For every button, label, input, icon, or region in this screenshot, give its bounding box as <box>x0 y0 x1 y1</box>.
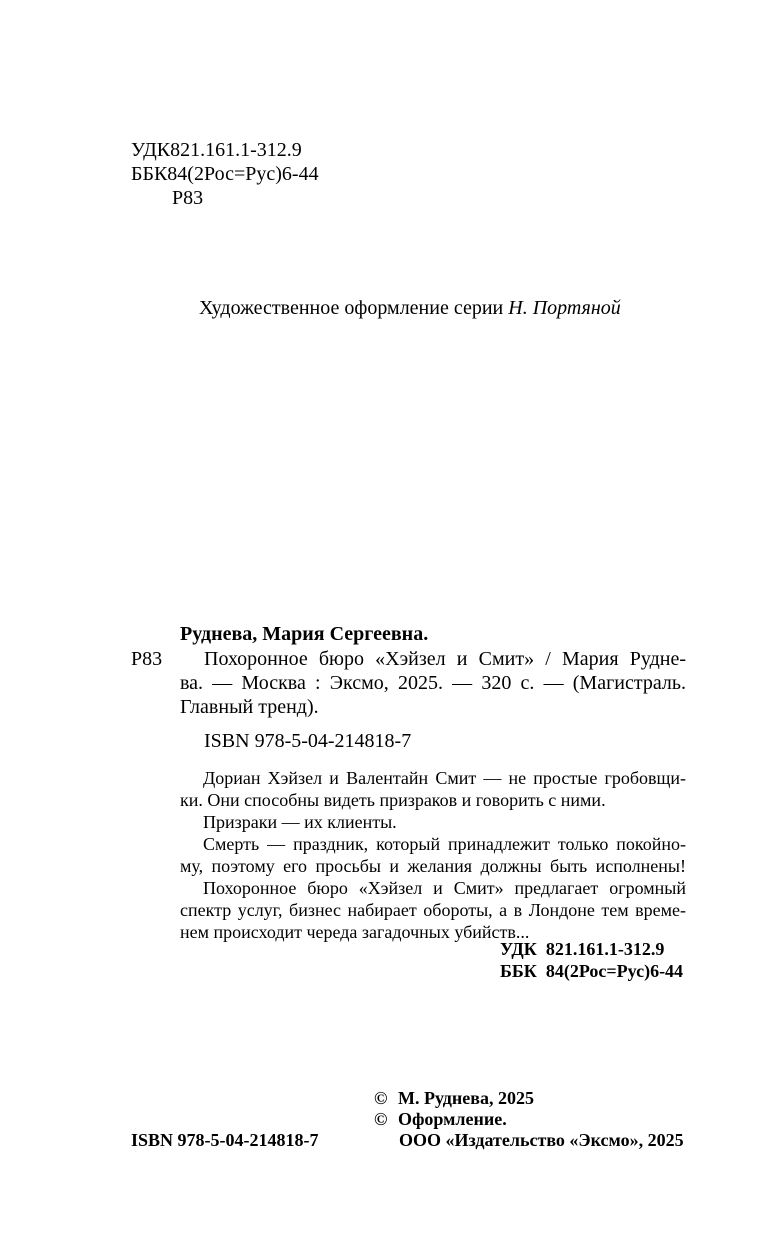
catalog-udk: УДК 821.161.1-312.9 <box>500 939 665 959</box>
annotation-line: спектр услуг, бизнес набирает обороты, а в Лондоне тем време- <box>180 900 686 920</box>
copyright-symbol: © <box>374 1088 388 1108</box>
copyright-design: Оформление. <box>397 1109 507 1129</box>
catalog-description-line: Похоронное бюро «Хэйзел и Смит» / Мария Рудне- <box>204 648 686 670</box>
annotation-line: му, поэтому его просьбы и желания должны быть исполнены! <box>180 856 686 876</box>
udk-code: УДК821.161.1-312.9 <box>131 139 302 161</box>
catalog-description-line: ва. — Москва : Эксмо, 2025. — 320 с. — (Магистраль. <box>180 672 686 694</box>
catalog-isbn: ISBN 978-5-04-214818-7 <box>204 730 412 752</box>
copyright-author: М. Руднева, 2025 <box>397 1088 534 1108</box>
catalog-description-line: Главный тренд). <box>180 696 319 718</box>
author-mark: Р83 <box>172 187 204 209</box>
annotation-line: Смерть — праздник, который принадлежит только покойно- <box>203 834 686 854</box>
annotation-line: нем происходит череда загадочных убийств... <box>180 922 530 942</box>
annotation-line: Похоронное бюро «Хэйзел и Смит» предлагает огромный <box>203 878 686 898</box>
catalog-author-mark: Р83 <box>131 648 163 670</box>
annotation-line: Дориан Хэйзел и Валентайн Смит — не простые гробовщи- <box>203 768 686 788</box>
copyright-publisher: ООО «Издательство «Эксмо», 2025 <box>399 1130 684 1150</box>
bbk-code: ББК84(2Рос=Рус)6-44 <box>131 163 319 185</box>
copyright-symbol: © <box>374 1109 388 1129</box>
series-design-text: Художественное оформление серии <box>199 297 504 319</box>
footer-isbn: ISBN 978-5-04-214818-7 <box>131 1130 319 1150</box>
catalog-bbk: ББК 84(2Рос=Рус)6-44 <box>500 961 684 981</box>
annotation-line: Призраки — их клиенты. <box>203 812 397 832</box>
series-design-credit <box>199 295 621 321</box>
annotation-line: ки. Они способны видеть призраков и говорить с ними. <box>180 790 606 810</box>
catalog-author-heading: Руднева, Мария Сергеевна. <box>180 623 429 645</box>
series-designer-name: Н. Портяной <box>508 297 621 319</box>
